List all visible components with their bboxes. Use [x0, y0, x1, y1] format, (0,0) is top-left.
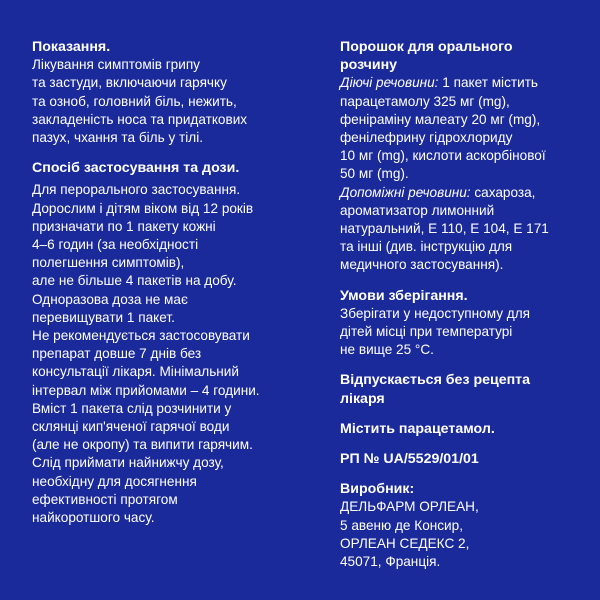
active-ingredients-line: парацетамолу 325 мг (mg), — [340, 93, 510, 109]
excipients-line: ароматизатор лимонний — [340, 202, 495, 218]
indications-line: пазух, чхання та біль у тілі. — [32, 130, 203, 146]
active-ingredients-line: 10 мг (mg), кислоти аскорбінової — [340, 148, 546, 164]
storage-line: не вище 25 °С. — [340, 342, 434, 358]
dosage-line: але не більше 4 пакетів на добу. — [32, 273, 237, 289]
active-ingredients-label: Діючі речовини: — [340, 75, 439, 91]
storage-line: дітей місці при температурі — [340, 324, 513, 340]
otc-status: Відпускається без рецепта — [340, 372, 531, 389]
dosage-line: необхідну для досягнення — [32, 473, 197, 489]
dosage-line: Не рекомендується застосовувати — [32, 328, 250, 344]
right-column — [340, 38, 580, 571]
dosage-heading: Спосіб застосування та дози. — [32, 160, 240, 177]
indications-line: Лікування симптомів грипу — [32, 57, 200, 73]
left-column — [32, 38, 300, 527]
dosage-line: перевищувати 1 пакет. — [32, 309, 175, 325]
dosage-line: 4–6 годин (за необхідності — [32, 237, 199, 253]
dosage-line: Вміст 1 пакета слід розчинити у — [32, 400, 232, 416]
dosage-line: найкоротшого часу. — [32, 510, 155, 526]
excipients-line: натуральний, Е 110, Е 104, Е 171 — [340, 221, 549, 237]
excipients-line: та інші (див. інструкцію для — [340, 239, 513, 255]
manufacturer-line: ОРЛЕАН СЕДЕКС 2, — [340, 535, 470, 551]
dosage-line: склянці кип'яченої гарячої води — [32, 419, 230, 435]
indications-line: та озноб, головний біль, нежить, — [32, 93, 237, 109]
storage-heading: Умови зберігання. — [340, 287, 468, 304]
dosage-line: Слід приймати найнижчу дозу, — [32, 455, 224, 471]
indications-line: та застуди, включаючи гарячку — [32, 75, 227, 91]
manufacturer-heading: Виробник: — [340, 481, 415, 498]
active-ingredients-line: феніраміну малеату 20 мг (mg), — [340, 111, 541, 127]
excipients-text: сахароза, — [470, 184, 536, 200]
excipients-line: медичного застосування). — [340, 257, 504, 273]
otc-status: лікаря — [340, 390, 385, 407]
manufacturer-line: ДЕЛЬФАРМ ОРЛЕАН, — [340, 499, 479, 515]
dosage-line: ефективності протягом — [32, 491, 178, 507]
manufacturer-line: 5 авеню де Консир, — [340, 517, 463, 533]
registration-number: РП № UA/5529/01/01 — [340, 451, 479, 468]
contains-paracetamol: Містить парацетамол. — [340, 420, 495, 437]
dosage-line: консультації лікаря. Мінімальний — [32, 364, 239, 380]
dosage-line: інтервал між прийомами – 4 години. — [32, 382, 260, 398]
dosage-line: Дорослим і дітям віком від 12 років — [32, 200, 254, 216]
manufacturer-line: 45071, Франція. — [340, 554, 441, 570]
indications-line: закладеність носа та придаткових — [32, 111, 248, 127]
active-ingredients-line: фенілефрину гідрохлориду — [340, 130, 513, 146]
dosage-line: Одноразова доза не має — [32, 291, 188, 307]
excipients-line — [340, 184, 580, 202]
powder-heading: Порошок для орального — [340, 39, 513, 55]
active-ingredients-line: 50 мг (mg). — [340, 166, 409, 182]
excipients-label: Допоміжні речовини: — [340, 184, 471, 200]
storage-line: Зберігати у недоступному для — [340, 305, 531, 321]
active-ingredients-text: 1 пакет містить — [438, 75, 539, 91]
dosage-line: препарат довше 7 днів без — [32, 346, 202, 362]
powder-heading: розчину — [340, 57, 398, 74]
indications-heading: Показання. — [32, 39, 111, 55]
dosage-line: (але не окропу) та випити гарячим. — [32, 437, 253, 453]
active-ingredients-line — [340, 74, 580, 92]
dosage-line: призначати по 1 пакету кожні — [32, 218, 216, 234]
dosage-line: полегшення симптомів), — [32, 255, 185, 271]
dosage-line: Для перорального застосування. — [32, 182, 241, 198]
